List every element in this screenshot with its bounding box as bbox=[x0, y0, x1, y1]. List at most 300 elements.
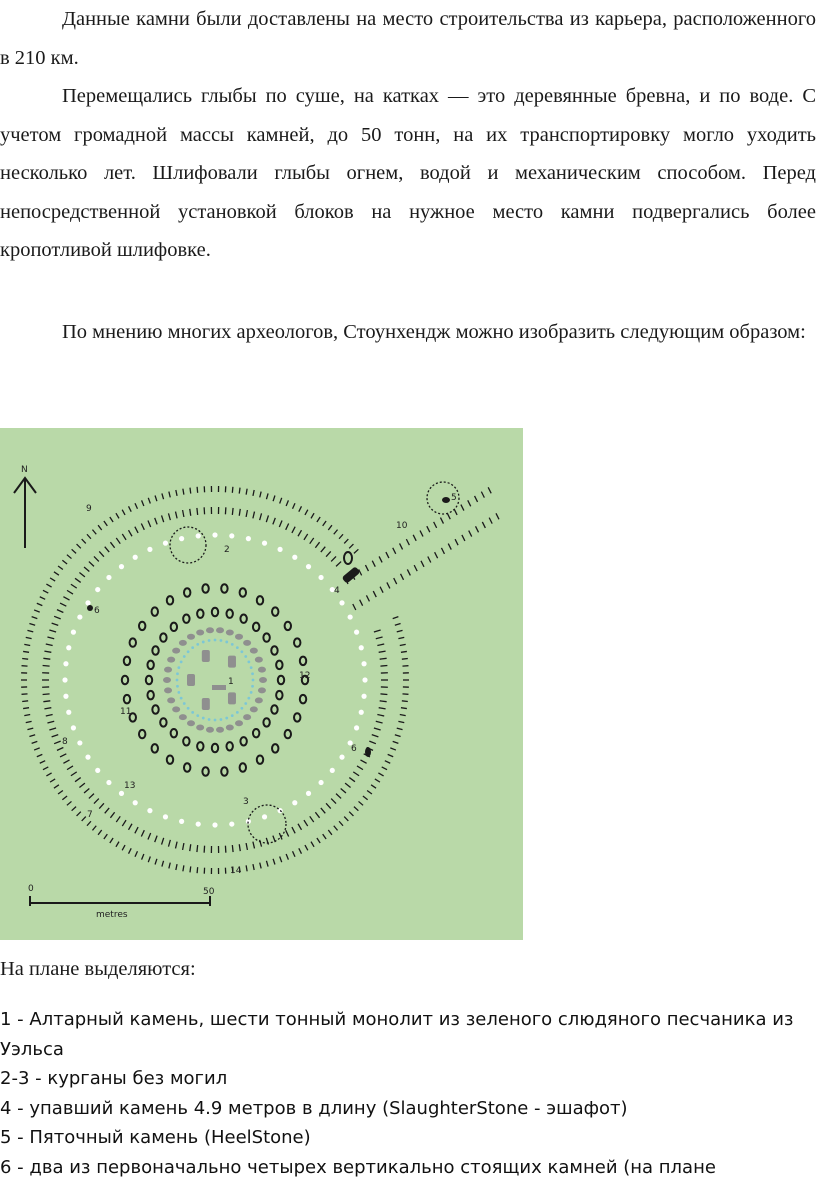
ditch-hatch bbox=[142, 854, 144, 860]
bank-hatch bbox=[372, 735, 379, 737]
paragraph-quarry: Данные камни были доставлены на место строительства из карьера, расположенного в 210 км. bbox=[0, 8, 816, 69]
plan-label-14: 14 bbox=[230, 866, 242, 876]
ditch-hatch bbox=[402, 701, 408, 702]
ditch-hatch bbox=[169, 492, 170, 498]
bank-hatch bbox=[379, 651, 386, 652]
trilithon-stone bbox=[202, 698, 210, 710]
aubrey-hole bbox=[66, 710, 71, 715]
y-hole bbox=[257, 596, 263, 604]
bank-hatch bbox=[298, 824, 302, 830]
ditch-hatch bbox=[135, 503, 137, 508]
aubrey-hole bbox=[66, 645, 71, 650]
plan-label-9: 9 bbox=[86, 504, 92, 514]
bank-hatch bbox=[183, 843, 184, 850]
bank-hatch bbox=[105, 808, 109, 813]
legend-item: 6 - два из первоначально четырех вертикально стоящих камней (на плане bbox=[0, 1156, 716, 1178]
bank-hatch bbox=[310, 816, 314, 822]
bank-hatch bbox=[116, 538, 120, 544]
aubrey-hole bbox=[77, 740, 82, 745]
sarsen-stone bbox=[255, 657, 263, 663]
ditch-hatch bbox=[40, 597, 45, 600]
bank-hatch bbox=[266, 515, 268, 522]
ditch-hatch bbox=[116, 513, 119, 518]
aubrey-hole bbox=[119, 791, 124, 796]
plan-label-11: 11 bbox=[120, 707, 132, 717]
scale-unit: metres bbox=[96, 910, 128, 920]
z-hole bbox=[263, 633, 269, 641]
sarsen-stone bbox=[243, 640, 251, 646]
ditch-hatch bbox=[82, 539, 86, 543]
ditch-hatch bbox=[397, 728, 403, 730]
aubrey-hole bbox=[147, 547, 152, 552]
aubrey-hole bbox=[163, 814, 168, 819]
sarsen-stone bbox=[163, 677, 171, 683]
bank-hatch bbox=[148, 833, 151, 839]
ditch-hatch bbox=[388, 754, 394, 756]
y-hole bbox=[184, 588, 190, 596]
avenue-hatch bbox=[475, 496, 478, 502]
ditch-hatch bbox=[378, 773, 383, 776]
ditch-hatch bbox=[116, 842, 119, 847]
y-hole bbox=[152, 607, 158, 615]
ditch-hatch bbox=[122, 845, 125, 850]
bank-hatch bbox=[99, 551, 104, 556]
bank-hatch bbox=[60, 754, 66, 757]
bank-hatch bbox=[75, 778, 81, 782]
avenue-hatch bbox=[421, 561, 424, 567]
ditch-hatch bbox=[397, 630, 403, 632]
bluestone bbox=[202, 641, 205, 644]
bank-hatch bbox=[67, 590, 73, 594]
bluestone bbox=[220, 639, 223, 642]
aubrey-hole bbox=[229, 821, 234, 826]
z-hole bbox=[160, 633, 166, 641]
avenue-hatch bbox=[406, 539, 409, 545]
avenue-hatch bbox=[386, 552, 389, 558]
ditch-hatch bbox=[390, 748, 396, 750]
avenue-hatch bbox=[476, 526, 479, 532]
bank-hatch bbox=[292, 827, 295, 833]
bluestone bbox=[251, 672, 254, 675]
ditch-hatch bbox=[305, 510, 308, 515]
ditch-hatch bbox=[135, 851, 137, 856]
bank-hatch bbox=[349, 778, 355, 782]
bank-hatch bbox=[326, 551, 331, 556]
bank-hatch bbox=[336, 562, 341, 567]
avenue-hatch bbox=[401, 574, 404, 580]
bluestone bbox=[240, 650, 243, 653]
sarsen-stone bbox=[226, 725, 234, 731]
y-hole bbox=[221, 767, 227, 775]
ditch-hatch bbox=[162, 861, 164, 867]
bank-hatch bbox=[353, 772, 359, 776]
bluestone bbox=[187, 707, 190, 710]
z-hole bbox=[147, 691, 153, 699]
bank-hatch bbox=[135, 527, 138, 533]
aubrey-hole bbox=[179, 819, 184, 824]
ditch-hatch bbox=[77, 544, 81, 548]
aubrey-hole bbox=[306, 791, 311, 796]
aubrey-hole bbox=[212, 532, 217, 537]
avenue-hatch bbox=[360, 600, 363, 606]
aubrey-hole bbox=[95, 768, 100, 773]
bluestone bbox=[214, 719, 217, 722]
bank-hatch bbox=[253, 512, 255, 519]
z-hole bbox=[240, 737, 246, 745]
ditch-hatch bbox=[82, 817, 86, 821]
bluestone bbox=[214, 639, 217, 642]
aubrey-hole bbox=[71, 630, 76, 635]
ditch-hatch bbox=[40, 761, 45, 764]
altar-stone bbox=[212, 685, 226, 690]
ditch-hatch bbox=[260, 863, 261, 869]
ditch-hatch bbox=[26, 721, 32, 722]
ditch-hatch bbox=[280, 857, 282, 863]
ditch-hatch bbox=[43, 767, 48, 770]
y-hole bbox=[257, 755, 263, 763]
bank-hatch bbox=[260, 513, 262, 520]
ditch-hatch bbox=[87, 534, 91, 539]
bank-hatch bbox=[260, 840, 262, 847]
heel-stone bbox=[442, 497, 450, 503]
bluestone bbox=[196, 714, 199, 717]
aubrey-hole bbox=[212, 822, 217, 827]
avenue-hatch bbox=[400, 543, 403, 549]
z-hole bbox=[226, 742, 232, 750]
bank-hatch bbox=[376, 637, 383, 639]
ditch-hatch bbox=[349, 812, 353, 816]
avenue-hatch bbox=[481, 492, 484, 498]
ditch-hatch bbox=[50, 578, 55, 581]
ditch-hatch bbox=[323, 834, 326, 839]
ditch-hatch bbox=[286, 854, 288, 860]
ditch-hatch bbox=[273, 859, 275, 865]
aubrey-hole bbox=[246, 536, 251, 541]
ditch-hatch bbox=[129, 848, 132, 853]
avenue-hatch bbox=[414, 565, 417, 571]
bank-hatch bbox=[315, 542, 319, 548]
aubrey-hole bbox=[229, 533, 234, 538]
stonehenge-plan-figure bbox=[0, 428, 523, 940]
bank-hatch bbox=[43, 694, 50, 695]
bluestone bbox=[177, 691, 180, 694]
bank-hatch bbox=[54, 616, 61, 619]
north-label: N bbox=[21, 465, 28, 475]
bank-hatch bbox=[315, 812, 319, 818]
aubrey-hole bbox=[179, 536, 184, 541]
y-hole bbox=[202, 584, 208, 592]
aubrey-hole bbox=[95, 587, 100, 592]
bluestone bbox=[176, 672, 179, 675]
ditch-hatch bbox=[122, 510, 125, 515]
avenue-hatch bbox=[387, 582, 390, 588]
legend-item: 1 - Алтарный камень, шести тонный монолит из зеленого слюдяного песчаника из Уэльса bbox=[0, 1009, 794, 1060]
aubrey-hole bbox=[62, 677, 67, 682]
ditch-hatch bbox=[43, 590, 48, 593]
bank-hatch bbox=[360, 760, 366, 763]
bank-hatch bbox=[43, 666, 50, 667]
sarsen-stone bbox=[235, 720, 243, 726]
bank-hatch bbox=[155, 836, 157, 843]
ditch-hatch bbox=[22, 659, 28, 660]
ditch-hatch bbox=[62, 796, 67, 800]
ditch-hatch bbox=[293, 503, 295, 508]
bank-hatch bbox=[135, 827, 138, 833]
ditch-hatch bbox=[37, 603, 43, 605]
ditch-hatch bbox=[162, 493, 164, 499]
bank-hatch bbox=[336, 794, 341, 799]
bank-hatch bbox=[110, 542, 114, 548]
bank-hatch bbox=[63, 760, 69, 763]
sarsen-stone bbox=[255, 697, 263, 703]
sarsen-stone bbox=[187, 634, 195, 640]
y-hole bbox=[221, 584, 227, 592]
aubrey-hole bbox=[262, 814, 267, 819]
ditch-hatch bbox=[393, 741, 399, 743]
ditch-hatch bbox=[104, 521, 107, 526]
y-hole bbox=[240, 763, 246, 771]
aubrey-hole bbox=[330, 768, 335, 773]
bluestone bbox=[250, 691, 253, 694]
aubrey-hole bbox=[359, 645, 364, 650]
ditch-hatch bbox=[169, 863, 170, 869]
ditch-hatch bbox=[273, 495, 275, 501]
z-hole bbox=[197, 742, 203, 750]
aubrey-hole bbox=[339, 755, 344, 760]
bank-hatch bbox=[279, 521, 282, 527]
bank-hatch bbox=[89, 794, 94, 799]
ditch-hatch bbox=[98, 525, 102, 530]
bank-hatch bbox=[379, 708, 386, 709]
ditch-hatch bbox=[54, 785, 59, 788]
legend-item: 5 - Пяточный камень (HeelStone) bbox=[0, 1127, 311, 1148]
ditch-hatch bbox=[129, 506, 132, 511]
trilithon-stone bbox=[187, 674, 195, 686]
z-hole bbox=[212, 608, 218, 616]
ditch-hatch bbox=[67, 555, 72, 559]
y-hole bbox=[272, 744, 278, 752]
bluestone bbox=[180, 660, 183, 663]
z-hole bbox=[171, 623, 177, 631]
aubrey-hole bbox=[119, 564, 124, 569]
ditch-hatch bbox=[148, 857, 150, 863]
ditch-hatch bbox=[34, 610, 40, 612]
z-hole bbox=[278, 676, 284, 684]
bank-hatch bbox=[168, 840, 170, 847]
z-hole bbox=[183, 615, 189, 623]
bank-hatch bbox=[331, 556, 336, 561]
ditch-hatch bbox=[395, 735, 401, 737]
y-hole bbox=[139, 730, 145, 738]
ditch-hatch bbox=[401, 708, 407, 709]
plan-label-6-north: 6 bbox=[94, 606, 100, 616]
ditch-hatch bbox=[375, 779, 380, 782]
ditch-hatch bbox=[334, 530, 338, 535]
ditch-hatch bbox=[29, 735, 35, 737]
ditch-hatch bbox=[328, 830, 332, 835]
north-arrow-icon bbox=[14, 478, 36, 548]
bank-hatch bbox=[377, 715, 384, 716]
bank-hatch bbox=[94, 556, 99, 561]
avenue-hatch bbox=[393, 548, 396, 554]
bank-hatch bbox=[246, 510, 247, 517]
ditch-hatch bbox=[385, 761, 390, 764]
ditch-hatch bbox=[183, 489, 184, 495]
bluestone bbox=[240, 707, 243, 710]
bank-hatch bbox=[63, 597, 69, 600]
bank-hatch bbox=[49, 630, 56, 632]
barrow-2 bbox=[170, 527, 206, 563]
bank-hatch bbox=[286, 830, 289, 836]
ditch-hatch bbox=[176, 864, 177, 870]
aubrey-hole bbox=[292, 800, 297, 805]
ditch-hatch bbox=[266, 493, 268, 499]
ditch-hatch bbox=[98, 830, 102, 835]
bank-hatch bbox=[380, 694, 387, 695]
aubrey-hole bbox=[361, 694, 366, 699]
avenue-hatch bbox=[448, 544, 451, 550]
y-hole bbox=[285, 730, 291, 738]
bank-hatch bbox=[168, 513, 170, 520]
ditch-hatch bbox=[367, 791, 372, 795]
avenue-hatch bbox=[496, 513, 499, 519]
bank-hatch bbox=[326, 803, 331, 808]
z-hole bbox=[152, 705, 158, 713]
aubrey-hole bbox=[277, 547, 282, 552]
sarsen-stone bbox=[172, 706, 180, 712]
ditch-hatch bbox=[23, 708, 29, 709]
ditch-hatch bbox=[246, 865, 247, 871]
bank-hatch bbox=[122, 534, 126, 540]
sarsen-stone bbox=[258, 667, 266, 673]
legend-title: На плане выделяются: bbox=[0, 958, 196, 980]
sarsen-stone bbox=[258, 687, 266, 693]
aubrey-hole bbox=[85, 600, 90, 605]
plan-label-8: 8 bbox=[62, 737, 68, 747]
ditch-hatch bbox=[293, 851, 295, 856]
ditch-hatch bbox=[92, 826, 96, 831]
y-hole bbox=[285, 622, 291, 630]
y-hole bbox=[272, 607, 278, 615]
bank-hatch bbox=[155, 518, 157, 525]
ditch-hatch bbox=[197, 487, 198, 493]
bank-hatch bbox=[52, 735, 59, 737]
sarsen-stone bbox=[235, 634, 243, 640]
bank-hatch bbox=[46, 644, 53, 645]
aubrey-hole bbox=[77, 614, 82, 619]
z-hole bbox=[183, 737, 189, 745]
bank-hatch bbox=[380, 701, 387, 702]
bank-hatch bbox=[321, 547, 325, 552]
bluestone bbox=[252, 679, 255, 682]
avenue-hatch bbox=[380, 587, 383, 593]
avenue-hatch bbox=[440, 518, 443, 524]
aubrey-hole bbox=[196, 533, 201, 538]
avenue-hatch bbox=[482, 522, 485, 528]
bluestone bbox=[231, 643, 234, 646]
z-hole bbox=[276, 691, 282, 699]
ditch-hatch bbox=[359, 801, 364, 805]
ditch-hatch bbox=[400, 715, 406, 716]
bluestone bbox=[220, 718, 223, 721]
bank-hatch bbox=[175, 842, 177, 849]
ditch-hatch bbox=[34, 748, 40, 750]
bank-hatch bbox=[232, 845, 233, 852]
scale-bar bbox=[30, 896, 210, 906]
ditch-hatch bbox=[24, 644, 30, 645]
z-hole bbox=[197, 610, 203, 618]
bank-hatch bbox=[47, 637, 54, 639]
bank-hatch bbox=[357, 766, 363, 770]
bank-hatch bbox=[304, 820, 308, 826]
z-hole bbox=[226, 610, 232, 618]
ditch-hatch bbox=[37, 754, 43, 756]
ditch-hatch bbox=[190, 488, 191, 494]
bank-hatch bbox=[310, 538, 314, 544]
plan-label-3: 3 bbox=[243, 797, 249, 807]
station-stone bbox=[87, 605, 93, 611]
bluestone bbox=[208, 639, 211, 642]
sarsen-stone bbox=[167, 657, 175, 663]
ditch-hatch bbox=[50, 779, 55, 782]
slaughter-stone bbox=[342, 566, 361, 584]
z-hole bbox=[147, 661, 153, 669]
ditch-hatch bbox=[280, 498, 282, 504]
bluestone bbox=[191, 711, 194, 714]
bank-hatch bbox=[67, 766, 73, 770]
bluestone bbox=[187, 650, 190, 653]
z-hole bbox=[160, 718, 166, 726]
bank-hatch bbox=[197, 508, 198, 515]
bank-hatch bbox=[175, 512, 177, 519]
bluestone bbox=[176, 685, 179, 688]
bluestone bbox=[183, 655, 186, 658]
bank-hatch bbox=[99, 803, 104, 808]
bluestone bbox=[208, 718, 211, 721]
bank-hatch bbox=[374, 728, 381, 730]
aubrey-hole bbox=[354, 630, 359, 635]
bank-hatch bbox=[94, 799, 99, 804]
avenue-hatch bbox=[372, 561, 375, 567]
ditch-hatch bbox=[398, 637, 404, 638]
bank-hatch bbox=[380, 666, 387, 667]
y-hole bbox=[294, 638, 300, 646]
sarsen-stone bbox=[172, 648, 180, 654]
bank-hatch bbox=[273, 518, 275, 525]
avenue-hatch bbox=[428, 557, 431, 563]
y-hole bbox=[202, 767, 208, 775]
avenue-hatch bbox=[469, 531, 472, 537]
ditch-hatch bbox=[334, 826, 338, 831]
legend-list bbox=[0, 1005, 816, 1182]
scale-end: 50 bbox=[203, 887, 215, 897]
plan-label-12: 12 bbox=[299, 671, 311, 681]
ditch-hatch bbox=[176, 490, 177, 496]
ditch-hatch bbox=[393, 617, 399, 619]
y-hole bbox=[130, 638, 136, 646]
ditch-hatch bbox=[371, 785, 376, 788]
ditch-hatch bbox=[110, 838, 113, 843]
bank-hatch bbox=[239, 509, 240, 516]
bank-hatch bbox=[141, 523, 144, 529]
ditch-hatch bbox=[87, 821, 91, 826]
aubrey-hole bbox=[359, 710, 364, 715]
bank-hatch bbox=[105, 547, 109, 552]
sarsen-stone bbox=[164, 667, 172, 673]
bank-hatch bbox=[369, 741, 376, 744]
sarsen-stone bbox=[216, 727, 224, 733]
bank-hatch bbox=[84, 788, 89, 793]
